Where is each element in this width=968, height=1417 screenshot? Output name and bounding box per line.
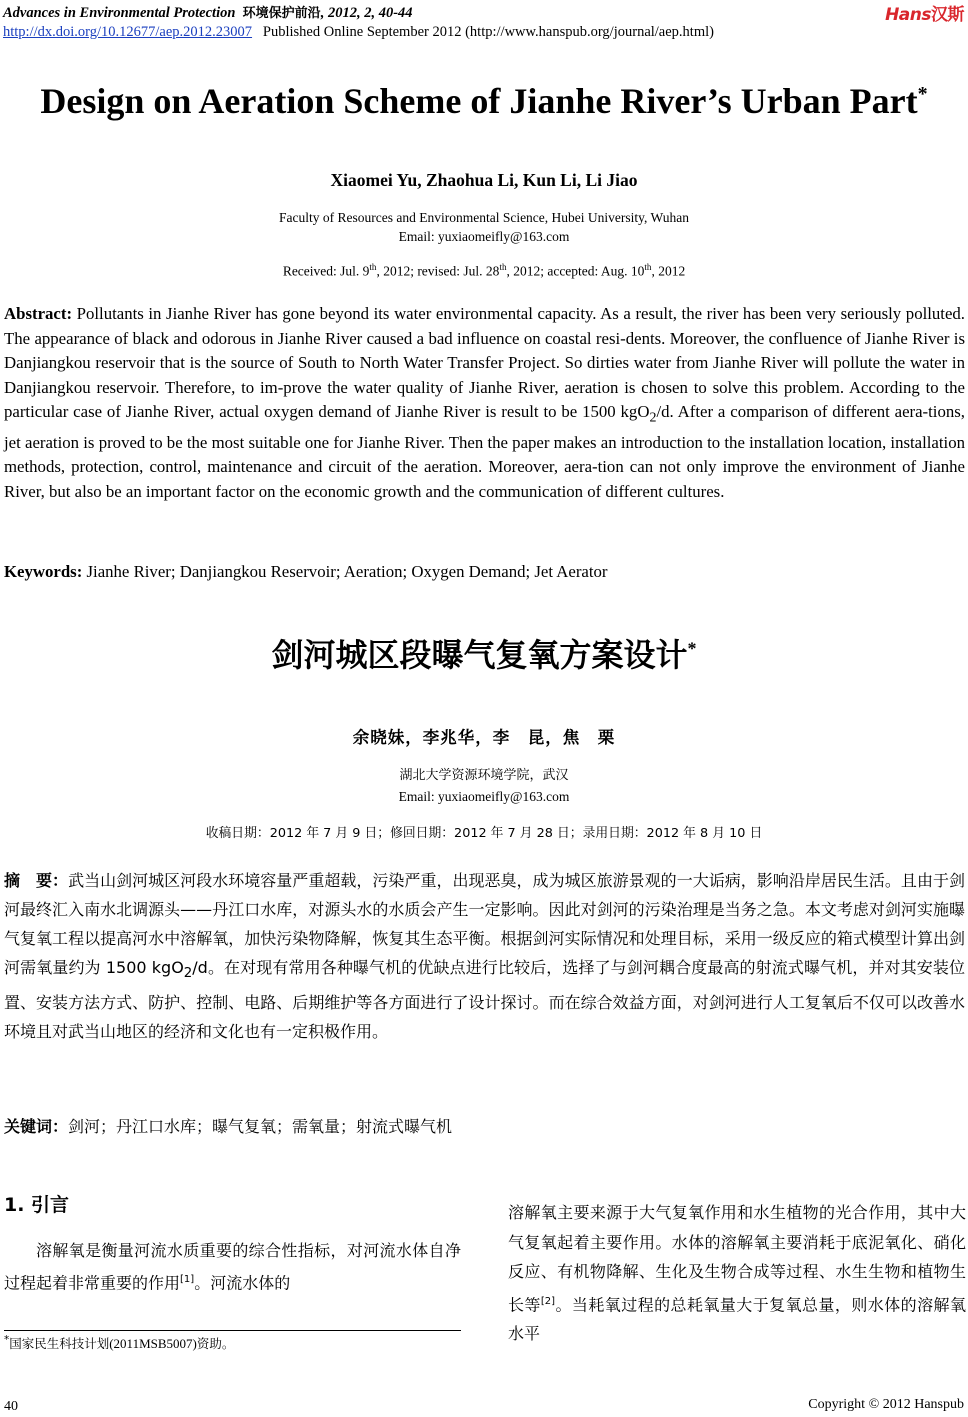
abstract-label: Abstract: xyxy=(4,304,73,323)
received-dates xyxy=(0,262,968,280)
body-column-left xyxy=(4,1236,461,1297)
affiliation-block-cn xyxy=(0,765,968,807)
journal-volume: , 2012, 2, 40-44 xyxy=(320,5,413,21)
footnote-divider xyxy=(4,1330,461,1331)
keywords-label: Keywords: xyxy=(4,562,83,581)
publisher-logo xyxy=(885,0,964,25)
received-date: Received: Jul. 9 xyxy=(282,263,370,279)
doi-link[interactable]: http://dx.doi.org/10.12677/aep.2012.23007 xyxy=(3,24,253,40)
footnote xyxy=(4,1334,234,1352)
authors: Xiaomei Yu, Zhaohua Li, Kun Li, Li Jiao xyxy=(330,170,638,190)
subscript-2-cn: 2 xyxy=(183,966,193,982)
citation-ref-1[interactable]: [1] xyxy=(180,1274,195,1285)
paper-title-text: Design on Aeration Scheme of Jianhe River’s Urban Part xyxy=(40,81,918,121)
journal-name-zh: 环境保护前沿 xyxy=(242,6,321,21)
abstract-cn-label: 摘 要： xyxy=(4,871,69,890)
page-number: 40 xyxy=(4,1399,18,1414)
accepted-date: , 2012; accepted: Aug. 10 xyxy=(506,263,645,279)
affiliation-block xyxy=(0,208,968,246)
keywords-cn-text: 剑河；丹江口水库；曝气复氧；需氧量；射流式曝气机 xyxy=(68,1117,453,1136)
published-info: Published Online September 2012 (http://www.hanspub.org/journal/aep.html) xyxy=(262,24,714,40)
doi-line xyxy=(3,24,714,41)
paper-title-cn xyxy=(0,630,968,676)
abstract-en xyxy=(4,302,965,504)
abstract-text-1: Pollutants in Jianhe River has gone beyond its water environmental capacity. As a result, the river has been very seriously polluted. The appearance of black and odorous in Jianhe River caused a bad influence on coastal resi-dents. Moreover, the confluence of Jianhe River is Danjiangkou reservoir that is the source of South to North Water Transfer Project. So dirties water from Jianhe River will pollute the water in Danjiangkou reservoir. Therefore, to im-prove the water quality of Jianhe River, aeration is chosen to solve this problem. According to the particular case of Jianhe River, actual oxygen demand of Jianhe River is result to be 1500 kgO xyxy=(4,304,965,421)
paper-title xyxy=(0,80,968,122)
abstract-cn xyxy=(4,866,965,1046)
footnote-text-1: 国家民生科技计划 xyxy=(9,1336,110,1352)
revised-date: , 2012; revised: Jul. 28 xyxy=(376,263,500,279)
subscript-2: 2 xyxy=(649,410,657,426)
copyright: Copyright © 2012 Hanspub xyxy=(808,1397,964,1412)
authors-cn: 余晓妹，李兆华，李 昆，焦 栗 xyxy=(352,728,616,747)
ordinal-suffix: th xyxy=(644,262,652,272)
journal-header xyxy=(3,2,413,22)
email-cn: Email: yuxiaomeifly@163.com xyxy=(398,789,570,804)
body-text-right-2: 。当耗氧过程的总耗氧量大于复氧总量，则水体的溶解氧水平 xyxy=(508,1294,966,1344)
email: Email: yuxiaomeifly@163.com xyxy=(398,229,570,244)
logo-text-zh: 汉斯 xyxy=(931,5,964,25)
affiliation-cn: 湖北大学资源环境学院，武汉 xyxy=(399,768,569,783)
ordinal-suffix: th xyxy=(499,262,507,272)
journal-name-en: Advances in Environmental Protection xyxy=(3,5,236,21)
keywords-cn-label: 关键词： xyxy=(4,1117,69,1136)
footnote-mark: * xyxy=(4,1334,10,1346)
paper-title-cn-text: 剑河城区段曝气复氧方案设计 xyxy=(271,636,688,674)
keywords-cn xyxy=(4,1114,452,1137)
body-column-right xyxy=(508,1198,966,1349)
keywords-text: Jianhe River; Danjiangkou Reservoir; Aeration; Oxygen Demand; Jet Aerator xyxy=(82,562,608,581)
title-footnote-mark: * xyxy=(917,83,928,105)
keywords-en xyxy=(4,562,608,582)
footnote-grant-id: (2011MSB5007) xyxy=(109,1336,197,1352)
title-cn-footnote-mark: * xyxy=(687,638,697,659)
abstract-cn-text-1: 武当山剑河城区河段水环境容量严重超载，污染严重，出现恶臭，成为城区旅游景观的一大诟病，影响沿岸居民生活。且由于剑河最终汇入南水北调源头——丹江口水库，对源头水的水质会产生一定影响。因此对剑河的污染治理是当务之急。本文考虑对剑河实施曝气复氧工程以提高河水中溶解氧，加快污染物降解，恢复其生态平衡。根据剑河实际情况和处理目标，采用一级反应的箱式模型计算出剑河需氧量约为 1500 kgO xyxy=(4,871,965,977)
abstract-cn-text-2: /d。在对现有常用各种曝气机的优缺点进行比较后，选择了与剑河耦合度最高的射流式曝气机，并对其安装位置、安装方法方式、防护、控制、电路、后期维护等各方面进行了设计探讨。而在综合效益方面，对剑河进行人工复氧后不仅可以改善水环境且对武当山地区的经济和文化也有一定积极作用。 xyxy=(4,958,965,1042)
received-dates-cn: 收稿日期：2012 年 7 月 9 日；修回日期：2012 年 7 月 28 日；录用日期：2012 年 8 月 10 日 xyxy=(205,826,763,841)
body-text-left-2: 。河流水体的 xyxy=(194,1273,291,1293)
accepted-year: , 2012 xyxy=(651,263,686,279)
citation-ref-2[interactable]: [2] xyxy=(540,1295,556,1307)
affiliation: Faculty of Resources and Environmental Science, Hubei University, Wuhan xyxy=(279,210,689,225)
body-text-right-1: 溶解氧主要来源于大气复氧作用和水生植物的光合作用，其中大气复氧起着主要作用。水体的溶解氧主要消耗于底泥氧化、硝化反应、有机物降解、生化及生物合成等过程、水生生物和植物生长等 xyxy=(508,1203,966,1314)
footnote-text-2: 资助。 xyxy=(196,1336,235,1352)
ordinal-suffix: th xyxy=(369,262,377,272)
section-heading-introduction: 1. 引言 xyxy=(4,1194,70,1216)
abstract-text-2: /d. After a comparison of different aera-tions, jet aeration is proved to be the most suitable one for Jianhe River. Then the paper makes an introduction to the installation location, installation methods, protection, control, maintenance and circuit of the aeration. Moreover, aera-tion can not only improve the environment of Jianhe River, but also be an important factor on the economic growth and the communication of different cultures. xyxy=(4,402,965,501)
logo-text-en: Hans xyxy=(885,5,931,25)
body-text-left-1: 溶解氧是衡量河流水质重要的综合性指标，对河流水体自净过程起着非常重要的作用 xyxy=(4,1241,461,1293)
